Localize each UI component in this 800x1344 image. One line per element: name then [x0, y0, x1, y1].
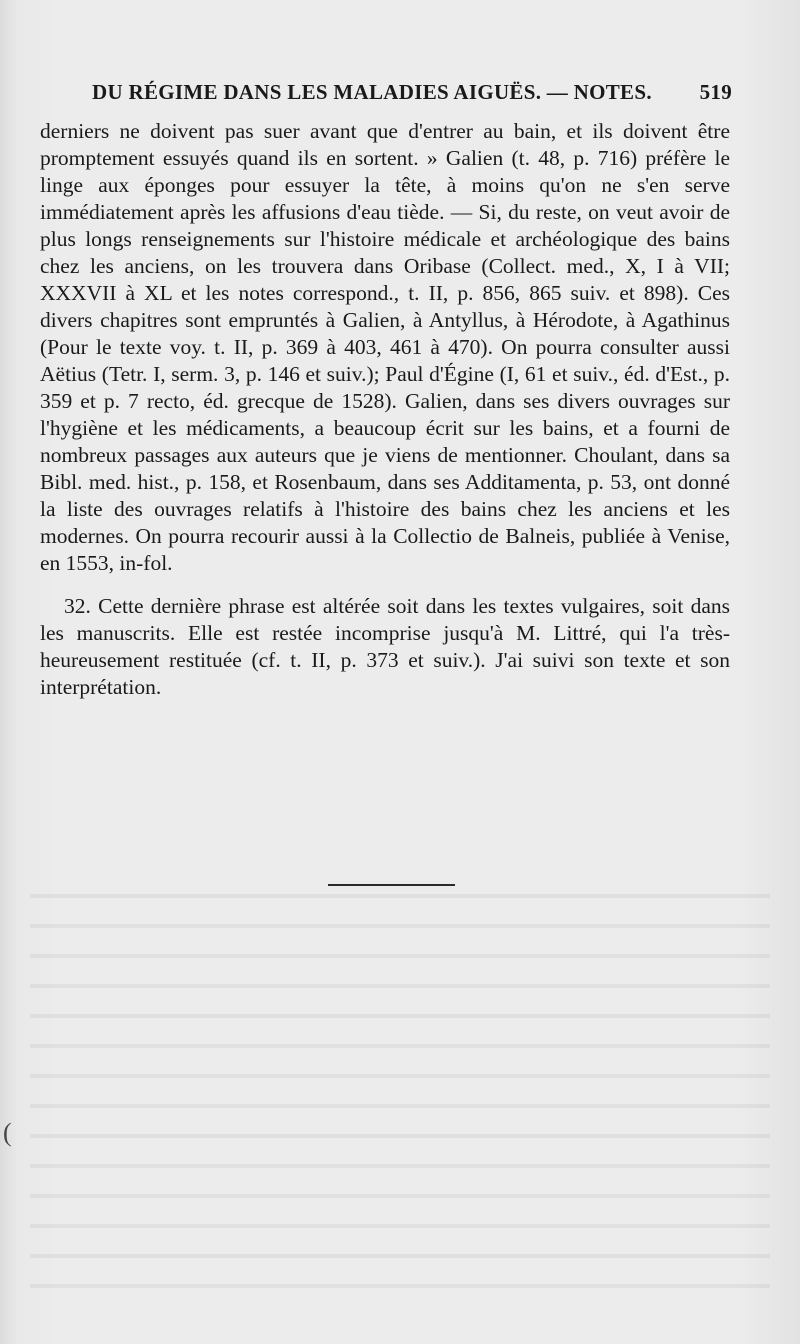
body-text: [40, 118, 730, 701]
page-number: 519: [699, 80, 732, 104]
header-title: DU RÉGIME DANS LES MALADIES AIGUËS. — NOTES.: [92, 80, 652, 104]
note-32-paragraph: 32. Cette dernière phrase est altérée soit dans les textes vulgaires, soit dans les manuscrits. Elle est restée incomprise jusqu'à M. Littré, qui l'a très-heureusement restituée (cf. t. II, p. 373 et suiv.). J'ai suivi son texte et son interprétation.: [40, 594, 730, 699]
running-header: [92, 80, 732, 105]
show-through-texture: [30, 880, 770, 1300]
note-continuation-paragraph: derniers ne doivent pas suer avant que d'entrer au bain, et ils doivent être promptement essuyés quand ils en sortent. » Galien (t. 48, p. 716) préfère le linge aux éponges pour essuyer la tête, à moins qu'on ne s'en serve immédiatement après les affusions d'eau tiède. — Si, du reste, on veut avoir de plus longs renseignements sur l'histoire médicale et archéologique des bains chez les anciens, on les trouvera dans Oribase (Collect. med., X, I à VII; XXXVII à XL et les notes correspond., t. II, p. 856, 865 suiv. et 898). Ces divers chapitres sont empruntés à Galien, à Antyllus, à Hérodote, à Agathinus (Pour le texte voy. t. II, p. 369 à 403, 461 à 470). On pourra consulter aussi Aëtius (Tetr. I, serm. 3, p. 146 et suiv.); Paul d'Égine (I, 61 et suiv., éd. d'Est., p. 359 et p. 7 recto, éd. grecque de 1528). Galien, dans ses divers ouvrages sur l'hygiène et les médicaments, a beaucoup écrit sur les bains, et a fourni de nombreux passages aux auteurs que je viens de mentionner. Choulant, dans sa Bibl. med. hist., p. 158, et Rosenbaum, dans ses Additamenta, p. 53, ont donné la liste des ouvrages relatifs à l'histoire des bains chez les anciens et les modernes. On pourra recourir aussi à la Collectio de Balneis, publiée à Venise, en 1553, in-fol.: [40, 119, 730, 575]
margin-mark: (: [3, 1118, 12, 1147]
